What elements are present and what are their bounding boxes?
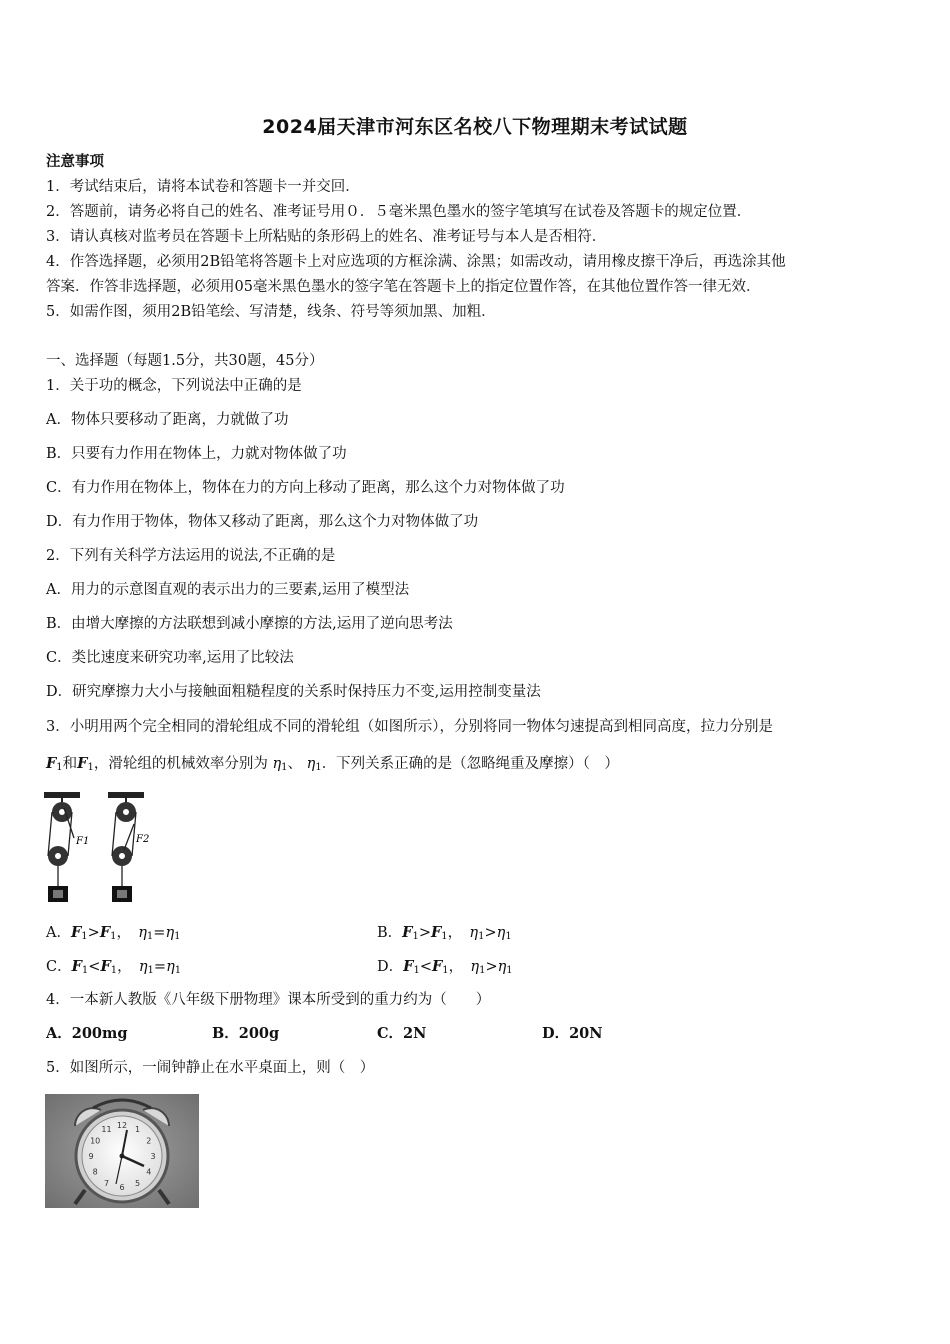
- pulley-system-2: [108, 792, 149, 902]
- clock-number: 1: [134, 1125, 141, 1135]
- force-label-f2: F2: [136, 834, 150, 845]
- question-stem-3: 3．小明用两个完全相同的滑轮组成不同的滑轮组（如图所示），分别将同一物体匀速提高到相同高度，拉力分别是: [46, 719, 773, 735]
- q1-option-d: D．有力作用于物体，物体又移动了距离，那么这个力对物体做了功: [46, 514, 479, 530]
- notice-item: 3．请认真核对监考员在答题卡上所粘贴的条形码上的姓名、准考证号与本人是否相符．: [46, 229, 607, 245]
- alarm-clock-figure: [45, 1094, 199, 1208]
- clock-number: 7: [103, 1178, 110, 1188]
- pulley-system-1: [44, 792, 89, 902]
- clock-number: 12: [116, 1121, 128, 1130]
- question-stem-4: 4．一本新人教版《八年级下册物理》课本所受到的重力约为（ ）: [46, 992, 491, 1008]
- notice-item: 2．答题前，请务必将自己的姓名、准考证号用０．５毫米黑色墨水的签字笔填写在试卷及答题卡的规定位置．: [46, 204, 752, 220]
- q2-option-a: A．用力的示意图直观的表示出力的三要素,运用了模型法: [46, 582, 410, 598]
- q1-option-b: B．只要有力作用在物体上，力就对物体做了功: [46, 446, 347, 462]
- notice-item: 5．如需作图，须用2B铅笔绘、写清楚，线条、符号等须加黑、加粗．: [46, 304, 496, 320]
- q3-option-b: B．$F_1>F_1$， $\eta_1>\eta_1$: [377, 924, 512, 942]
- question-stem-2: 2．下列有关科学方法运用的说法,不正确的是: [46, 548, 336, 564]
- clock-number: 3: [150, 1152, 156, 1161]
- q3-option-c: C．$F_1<F_1$， $\eta_1=\eta_1$: [46, 958, 182, 976]
- notice-heading: 注意事项: [46, 153, 104, 170]
- q3-option-d: D．$F_1<F_1$， $\eta_1>\eta_1$: [377, 958, 513, 976]
- question-stem-3-line2: $F_1$和$F_1$，滑轮组的机械效率分别为 $\eta_1$、 $\eta_1$．下列关系正确的是（忽略绳重及摩擦）（ ）: [46, 755, 619, 773]
- q1-option-c: C．有力作用在物体上，物体在力的方向上移动了距离，那么这个力对物体做了功: [46, 480, 565, 496]
- clock-number: 4: [146, 1167, 152, 1177]
- clock-number: 8: [92, 1167, 98, 1177]
- question-stem-5: 5．如图所示，一闹钟静止在水平桌面上，则（ ）: [46, 1060, 375, 1076]
- ceiling-beam: [44, 792, 80, 798]
- q4-option-b: B．200g: [212, 1025, 280, 1042]
- page-title: 2024届天津市河东区名校八下物理期末考试试题: [262, 116, 688, 138]
- q2-option-d: D．研究摩擦力大小与接触面粗糙程度的关系时保持压力不变,运用控制变量法: [46, 684, 541, 700]
- section-heading: 一、选择题（每题1.5分，共30题，45分）: [46, 353, 324, 369]
- q1-option-a: A．物体只要移动了距离，力就做了功: [46, 412, 289, 428]
- q4-option-a: A．200mg: [46, 1025, 128, 1042]
- notice-item: 4．作答选择题，必须用2B铅笔将答题卡上对应选项的方框涂满、涂黑；如需改动，请用橡皮擦干净后，再选涂其他: [46, 254, 786, 270]
- q4-option-d: D．20N: [542, 1025, 603, 1042]
- pulley-figure: [40, 788, 170, 908]
- q3-option-a: A．$F_1>F_1$， $\eta_1=\eta_1$: [46, 924, 181, 942]
- notice-item: 1．考试结束后，请将本试卷和答题卡一并交回．: [46, 179, 360, 195]
- q4-option-c: C．2N: [377, 1025, 427, 1042]
- clock-number: 2: [146, 1136, 152, 1146]
- question-stem-1: 1．关于功的概念，下列说法中正确的是: [46, 378, 302, 394]
- clock-number: 11: [101, 1125, 112, 1135]
- notice-item: 答案．作答非选择题，必须用05毫米黑色墨水的签字笔在答题卡上的指定位置作答，在其他位置作答一律无效．: [46, 279, 761, 295]
- ceiling-beam: [108, 792, 144, 798]
- clock-number: 10: [90, 1136, 101, 1146]
- clock-number: 5: [134, 1178, 141, 1188]
- q2-option-b: B．由增大摩擦的方法联想到减小摩擦的方法,运用了逆向思考法: [46, 616, 453, 632]
- clock-number: 6: [119, 1183, 125, 1192]
- clock-number: 9: [88, 1152, 94, 1161]
- force-label-f1: F1: [76, 836, 90, 847]
- q2-option-c: C．类比速度来研究功率,运用了比较法: [46, 650, 294, 666]
